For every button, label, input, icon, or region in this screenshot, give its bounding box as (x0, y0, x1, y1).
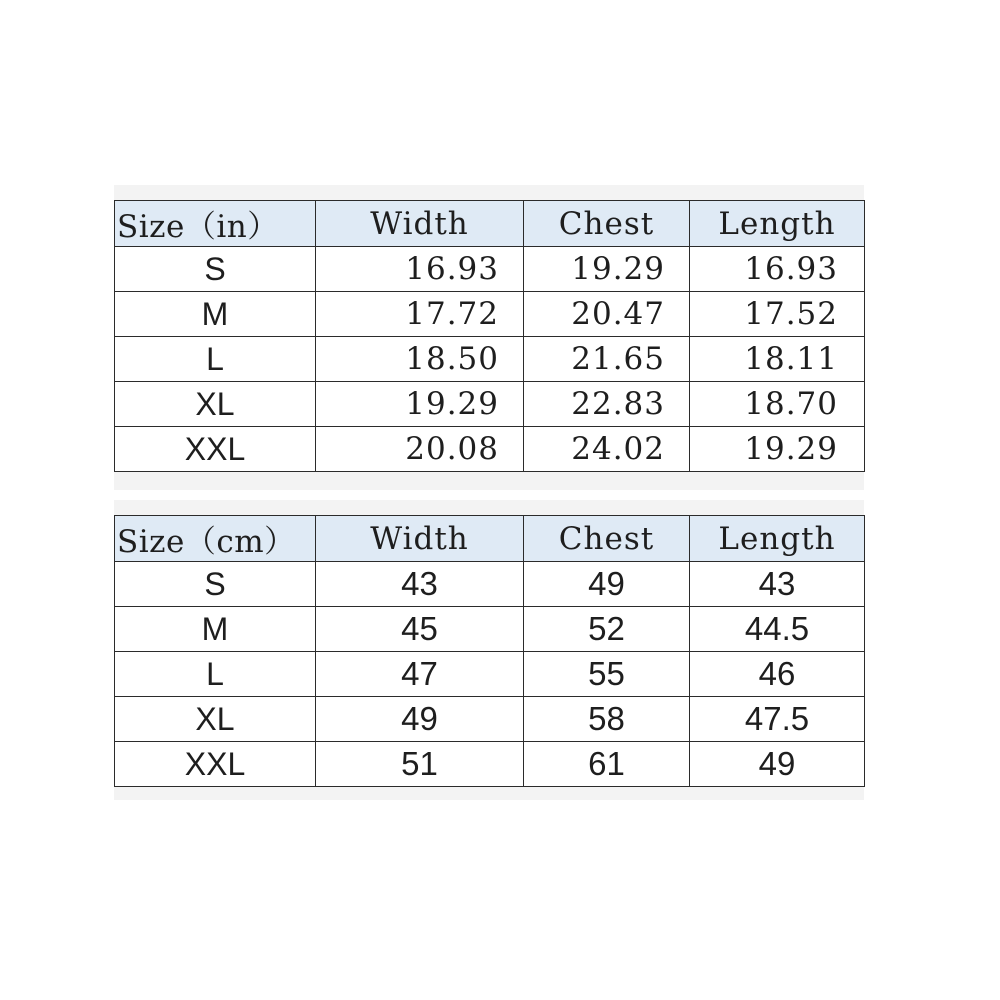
header-row (115, 516, 865, 562)
table-row (115, 247, 865, 292)
size-label: M (115, 607, 316, 652)
header-width: Width (316, 516, 524, 562)
width-value: 47 (316, 652, 524, 697)
size-label: XXL (115, 427, 316, 472)
header-length: Length (690, 516, 865, 562)
chest-value: 21.65 (524, 337, 690, 382)
length-value: 16.93 (690, 247, 865, 292)
width-value: 19.29 (316, 382, 524, 427)
length-value: 17.52 (690, 292, 865, 337)
chest-value: 52 (524, 607, 690, 652)
size-label: S (115, 247, 316, 292)
header-row (115, 201, 865, 247)
size-label: L (115, 652, 316, 697)
chest-value: 22.83 (524, 382, 690, 427)
header-length: Length (690, 201, 865, 247)
size-label: L (115, 337, 316, 382)
length-value: 43 (690, 562, 865, 607)
chest-value: 20.47 (524, 292, 690, 337)
length-value: 18.11 (690, 337, 865, 382)
width-value: 51 (316, 742, 524, 787)
length-value: 44.5 (690, 607, 865, 652)
table-row (115, 607, 865, 652)
chest-value: 49 (524, 562, 690, 607)
header-chest: Chest (524, 201, 690, 247)
width-value: 17.72 (316, 292, 524, 337)
chest-value: 19.29 (524, 247, 690, 292)
table-row (115, 652, 865, 697)
length-value: 18.70 (690, 382, 865, 427)
chest-value: 24.02 (524, 427, 690, 472)
chest-value: 61 (524, 742, 690, 787)
size-chart-inches (114, 200, 865, 472)
header-width: Width (316, 201, 524, 247)
length-value: 49 (690, 742, 865, 787)
table-row (115, 337, 865, 382)
table-row (115, 292, 865, 337)
width-value: 45 (316, 607, 524, 652)
table-row (115, 697, 865, 742)
length-value: 46 (690, 652, 865, 697)
header-chest: Chest (524, 516, 690, 562)
width-value: 20.08 (316, 427, 524, 472)
table-row (115, 562, 865, 607)
size-label: XL (115, 382, 316, 427)
length-value: 19.29 (690, 427, 865, 472)
width-value: 49 (316, 697, 524, 742)
header-size: Size（cm） (115, 516, 316, 562)
size-chart-cm (114, 515, 865, 787)
size-label: XL (115, 697, 316, 742)
header-size: Size（in） (115, 201, 316, 247)
width-value: 16.93 (316, 247, 524, 292)
chest-value: 58 (524, 697, 690, 742)
table-row (115, 382, 865, 427)
table-row (115, 427, 865, 472)
table-row (115, 742, 865, 787)
size-label: XXL (115, 742, 316, 787)
size-label: M (115, 292, 316, 337)
width-value: 18.50 (316, 337, 524, 382)
width-value: 43 (316, 562, 524, 607)
chest-value: 55 (524, 652, 690, 697)
size-label: S (115, 562, 316, 607)
length-value: 47.5 (690, 697, 865, 742)
